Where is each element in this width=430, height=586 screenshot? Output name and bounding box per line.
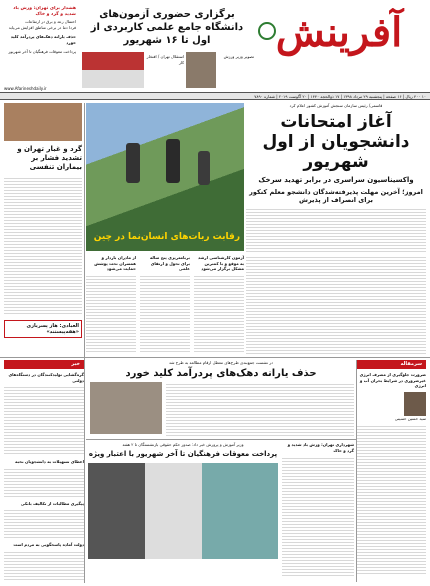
website: www.Afarineshdaily.ir — [4, 86, 47, 91]
left-box-headline: العبادی: هاز پسربازی «هفه‌پیستند» — [4, 320, 82, 338]
news-item: اعطای تسهیلات به دانشجویان نخبه — [15, 459, 84, 464]
lead-photo-caption: رقابت ربات‌های انسان‌نما در چین — [93, 232, 240, 242]
divider — [86, 439, 356, 440]
bottom-right-title: شهرداری تهران: وزش باد شدید و گرد و خاک — [287, 442, 354, 453]
mid-col — [194, 255, 244, 355]
news-item: دولت آماده پاسخگویی به مردم است — [13, 542, 84, 547]
top-news-title: هشدار برای تهران: وزش باد شدید و گرد و خاک — [13, 6, 76, 17]
mid-col-body — [86, 274, 136, 352]
top-news-box — [4, 6, 76, 88]
bottom-right-body — [282, 456, 354, 576]
left-body — [4, 176, 82, 316]
top-news-item: حذف یارانه دهک‌های پردرآمد کلید خورد — [10, 34, 76, 45]
left-column — [4, 103, 82, 358]
lead-photo — [86, 103, 244, 251]
top-photo-team — [82, 52, 144, 88]
top-photo-portrait — [186, 52, 216, 88]
robot-figure — [198, 151, 210, 185]
dateline: ۱۰ ۴۰۰ ریال | ۱۶ صفحه | پنجشنبه ۲۹ مرداد ۱۳۹۸ | ۱۷ ذوالحجه ۱۴۴۰ | ۲۰ آگوست ۲۰۱۹ | شماره ۷۸۹۰ — [0, 92, 430, 100]
news-item: پیگیری مطالبات از تکالیف بانکی — [20, 500, 84, 506]
main2-kicker: در نشست جمع‌بندی طرح‌های معطل ارقام مطالعه به طرح شد — [169, 360, 273, 365]
lead-body-lower — [246, 255, 426, 355]
top-news-item: فردا دما در برخی مناطق افزایش می‌یابد — [8, 24, 76, 30]
news-body — [4, 508, 84, 538]
editorial-body — [356, 424, 426, 574]
editorial-title: ضرورت جلوگیری از مصرف انرژی غیرضروری در شرایط بحران آب و انرژی — [359, 372, 426, 388]
news-title: گره‌گشایی تولیدکنندگان در دستگاه‌های دولتی — [8, 372, 84, 383]
news-body — [4, 550, 84, 580]
lead-sub2: امروز؛ آخرین مهلت پذیرفته‌شدگان دانشجو معلم کنکور برای انصراف از پذیرش — [249, 187, 423, 204]
left-headline: گرد و غبار تهران و تشدید فشار بر بیماران تنفسی — [17, 145, 82, 171]
logo-emblem — [258, 22, 276, 40]
section-editorial: سرمقاله — [356, 360, 426, 369]
divider — [84, 103, 85, 583]
mid-columns — [86, 255, 244, 355]
divider — [0, 357, 430, 358]
mid-col-title: آزمون کارشناسی ارشد به موقع و با کمترین مشکل برگزار می‌شود — [198, 255, 244, 271]
logo-text: آفرینش — [275, 9, 403, 56]
lead-sub1: واکسیناسیون سراسری در برابر تهدید سرخک — [258, 175, 414, 184]
top-photo-caption: تصویر وزیر ورزش — [223, 54, 254, 59]
editorial-author-photo — [404, 392, 426, 416]
bottom-sub: وزیر آموزش و پرورش خبر داد: صدور حکم حقوقی بازنشستگان تا ۲ هفته — [122, 442, 244, 447]
bottom-story — [88, 442, 278, 582]
main2-body — [166, 382, 354, 438]
news-column — [4, 372, 84, 582]
mid-col-body — [194, 274, 244, 352]
bottom-photo — [88, 463, 278, 559]
robot-figure — [126, 143, 140, 183]
mid-col — [140, 255, 190, 355]
masthead-tagline: برگزاری حضوری آزمون‌های دانشگاه جامع علمی کاربردی از اول تا ۱۶ شهریور — [90, 9, 244, 46]
editorial — [356, 372, 426, 582]
lead-body — [246, 207, 426, 253]
mid-col-title: از مادران باردار و همسران تحت پوشش حمایت می‌شود — [94, 255, 136, 271]
top-photo-caption: استقلال تهران / افتخار کار — [146, 54, 184, 65]
bottom-right-story — [282, 442, 354, 582]
editorial-author: سید حسین حسینی — [394, 415, 426, 421]
top-news-item: احتمال رعد و برق در ارتفاعات — [25, 19, 76, 24]
bottom-title: پرداخت معوقات فرهنگیان تا آخر شهریور با اعتبار ویژه — [88, 449, 278, 458]
section-news: خبر — [4, 360, 84, 369]
main2-headline: حذف یارانه دهک‌های پردرآمد کلید خورد — [125, 367, 317, 379]
meeting-photo — [90, 382, 162, 434]
mid-col-body — [140, 274, 190, 352]
mid-col — [86, 255, 136, 355]
robot-figure — [166, 139, 180, 183]
top-news-item: پرداخت معوقات فرهنگیان تا آخر شهریور — [8, 49, 76, 54]
logo — [254, 8, 424, 66]
left-photo — [4, 103, 82, 141]
news-body — [4, 385, 84, 455]
mid-col-title: برنامه‌ریزی پنج ساله برای تحول و ارتقای علمی — [149, 255, 190, 271]
lead-story — [246, 103, 426, 253]
lead-kicker: قاسمی/ رئیس سازمان سنجش آموزش کشور اعلام کرد — [289, 103, 383, 108]
masthead — [0, 0, 430, 92]
news-body — [4, 467, 84, 497]
divider — [356, 360, 357, 582]
lead-headline: آغاز امتحانات دانشجویان از اول شهریور — [262, 111, 410, 172]
